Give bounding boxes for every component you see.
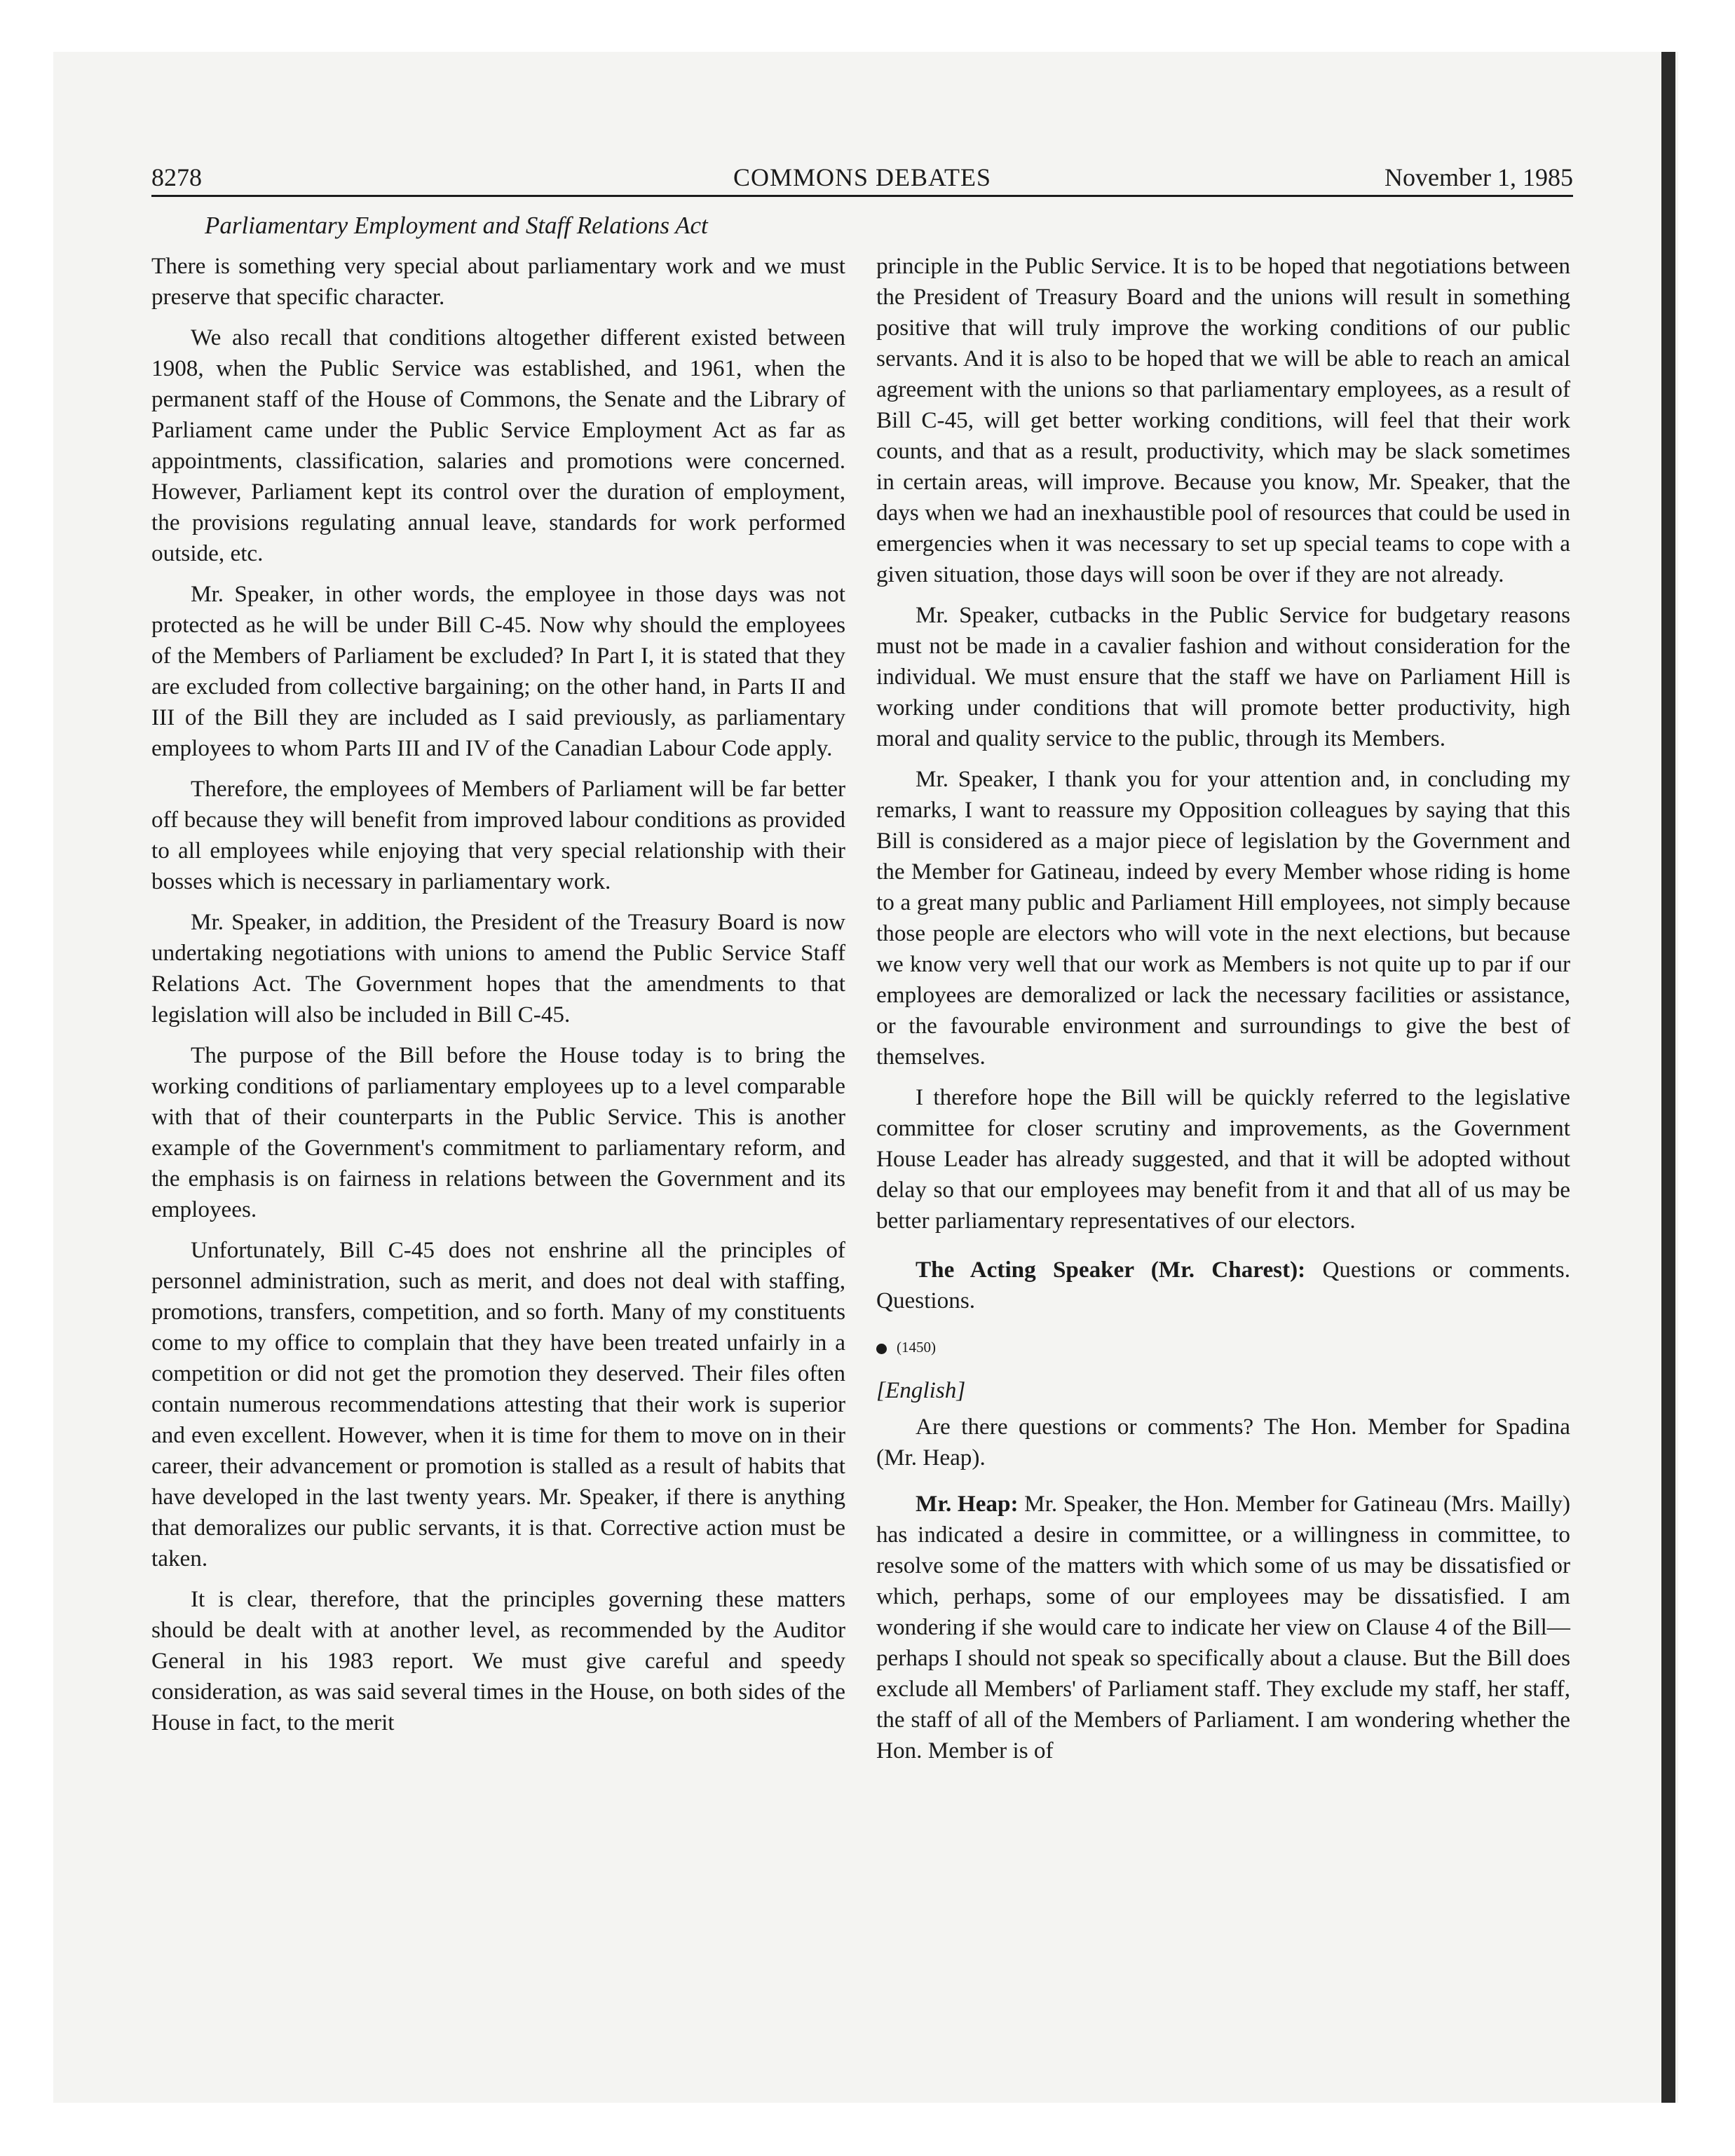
paragraph: principle in the Public Service. It is to be hoped that negotiations between the President of Treasury Board and the unions will result in something positive that will truly improve the working conditions of our public servants. And it is also to be hoped that we will be able to reach an amical agreement with the unions so that parliamentary employees, as a result of Bill C-45, will get better working conditions, will feel that their work counts, and that as a result, productivity, which may be slack sometimes in certain areas, will improve. Because you know, Mr. Speaker, that the days when we had an inexhaustible pool of resources that could be used in emergencies when it was necessary to set up special teams to cope with a given situation, those days will soon be over if they are not already.: [876, 253, 1570, 587]
paragraph: Mr. Speaker, cutbacks in the Public Service for budgetary reasons must not be made in a cavalier fashion and without consideration for the individual. We must ensure that the staff we have on Parliament Hill is working under conditions that will promote better productivity, high moral and quality service to the public, through its Members.: [876, 602, 1570, 751]
paragraph: We also recall that conditions altogether different existed between 1908, when the Public Service was established, and 1961, when the permanent staff of the House of Commons, the Senate and the Library of Parliament came under the Public Service Employment Act as far as appointments, classification, salaries and promotions were concerned. However, Parliament kept its control over the duration of employment, the provisions regulating annual leave, standards for work performed outside, etc.: [151, 325, 845, 566]
speaker-name: The Acting Speaker (Mr. Charest):: [916, 1257, 1306, 1283]
speaker-name: Mr. Heap:: [916, 1491, 1019, 1517]
page-number: 8278: [151, 163, 202, 191]
page-header: [151, 163, 1573, 196]
paragraph: Mr. Speaker, I thank you for your attention and, in concluding my remarks, I want to reassure my Opposition colleagues by saying that this Bill is considered as a major piece of legislation by the Government and the Member for Gatineau, indeed by every Member whose riding is home to a great many public and Parliament Hill employees, not simply because those people are electors who will vote in the next elections, but because we know very well that our work as Members is not quite up to par if our employees are demoralized or lack the necessary facilities or assistance, or the favourable environment and surroundings to give the best of themselves.: [876, 766, 1570, 1070]
paragraph: The purpose of the Bill before the House today is to bring the working conditions of parliamentary employees up to a level comparable with that of their counterparts in the Public Service. This is another example of the Government's commitment to parliamentary reform, and the emphasis is on fairness in relations between the Government and its employees.: [151, 1042, 845, 1222]
time-marker: [876, 1332, 1570, 1363]
paragraph: Mr. Speaker, in other words, the employee in those days was not protected as he will be under Bill C-45. Now why should the employees of the Members of Parliament be excluded? In Part I, it is stated that they are excluded from collective bargaining; on the other hand, in Parts II and III of the Bill they are included as I said previously, as parliamentary employees to whom Parts III and IV of the Canadian Labour Code apply.: [151, 581, 845, 761]
bullet-icon: [876, 1344, 887, 1354]
left-column: [151, 210, 845, 1748]
speaker-text: Questions or comments. Questions.: [876, 1257, 1571, 1314]
paragraph: Mr. Speaker, in addition, the President of the Treasury Board is now undertaking negotiations with unions to amend the Public Service Staff Relations Act. The Government hopes that the amendments to that legislation will also be included in Bill C-45.: [151, 909, 845, 1028]
paragraph: Unfortunately, Bill C-45 does not enshrine all the principles of personnel administration, such as merit, and does not deal with staffing, promotions, transfers, competition, and so forth. Many of my constituents come to my office to complain that they have been treated unfairly in a competition or did not get the promotion they deserved. Their files often contain numerous recommendations attesting that their work is superior and even excellent. However, when it is time for them to move on in their career, their advancement or promotion is stalled as a result of habits that have developed in the last twenty years. Mr. Speaker, if there is anything that demoralizes our public servants, it is that. Corrective action must be taken.: [151, 1237, 845, 1571]
heap-paragraph: [876, 1489, 1570, 1766]
language-tag: [English]: [876, 1377, 966, 1403]
right-column: [876, 251, 1570, 1776]
running-title: Parliamentary Employment and Staff Relations Act: [205, 212, 708, 239]
scan-edge-bar: [1661, 52, 1675, 2103]
acting-speaker-paragraph: [876, 1255, 1570, 1316]
paragraph: I therefore hope the Bill will be quickly referred to the legislative committee for closer scrutiny and improvements, as the Government House Leader has already suggested, and that it will be adopted without delay so that our employees may benefit from it and that all of us may be better parliamentary representatives of our electors.: [876, 1084, 1570, 1234]
paragraph: There is something very special about parliamentary work and we must preserve that specific character.: [151, 253, 845, 310]
paragraph: Therefore, the employees of Members of Parliament will be far better off because they will benefit from improved labour conditions as provided to all employees while enjoying that very special relationship with their bosses which is necessary in parliamentary work.: [151, 776, 845, 894]
speaker-text: Mr. Speaker, the Hon. Member for Gatineau (Mrs. Mailly) has indicated a desire in committee, or a willingness in committee, to resolve some of the matters with which some of us may be dissatisfied or which, perhaps, some of our employees may be dissatisfied. I am wondering if she would care to indicate her view on Clause 4 of the Bill—perhaps I should not speak so specifically about a clause. But the Bill does exclude all Members' of Parliament staff. They exclude my staff, her staff, the staff of all of the Members of Parliament. I am wondering whether the Hon. Member is of: [876, 1491, 1571, 1763]
page-date: November 1, 1985: [1384, 163, 1573, 191]
timestamp: (1450): [897, 1339, 936, 1356]
publication-title: COMMONS DEBATES: [733, 163, 992, 191]
paragraph: It is clear, therefore, that the principles governing these matters should be dealt with at another level, as recommended by the Auditor General in his 1983 report. We must give careful and speedy consideration, as was said several times in the House, on both sides of the House in fact, to the merit: [151, 1586, 845, 1735]
paragraph: Are there questions or comments? The Hon. Member for Spadina (Mr. Heap).: [876, 1414, 1570, 1471]
header-rule: [151, 195, 1573, 197]
